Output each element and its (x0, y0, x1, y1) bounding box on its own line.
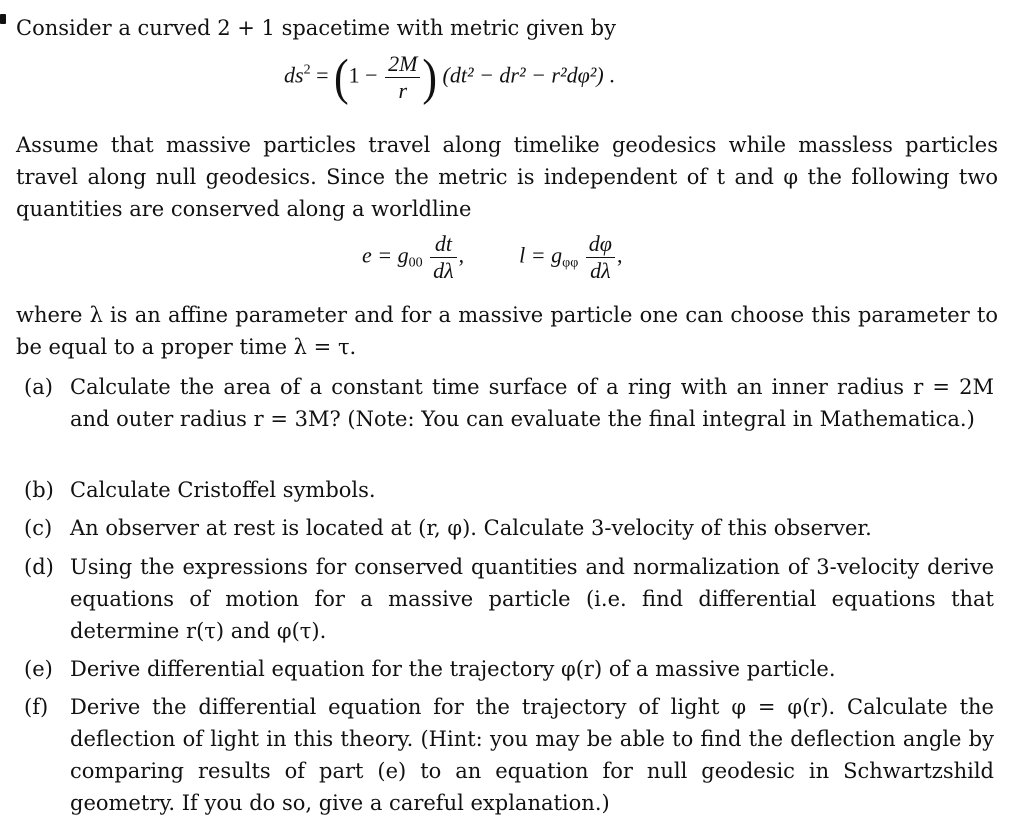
item-text: Derive differential equation for the trajectory φ(r) of a massive particle. (70, 657, 836, 681)
item-text: Calculate Cristoffel symbols. (70, 478, 376, 502)
item-text: An observer at rest is located at (r, φ). Calculate 3-velocity of this observer. (70, 516, 872, 540)
angular-numerator: dφ (586, 232, 615, 258)
item-text: Using the expressions for conserved quantities and normalization of 3-velocity derive equations of motion for a massive particle (i.e. find differential equations that determine r(τ) and φ(τ). (70, 555, 994, 643)
metric-period: . (609, 62, 615, 88)
item-label: (d) (24, 555, 54, 579)
metric-equals: = (316, 62, 329, 88)
question-item-f (24, 691, 994, 819)
item-text: Derive the differential equation for the trajectory of light φ = φ(r). Calculate the deflection of light in this theory. (Hint: you may be able to find the deflection angle by comparing results of part (e) to an equation for null geodesic in Schwartzshild geometry. If you do so, give a careful explanation.) (70, 695, 994, 815)
angular-metric-index: φφ (562, 255, 579, 271)
metric-minus: − (365, 62, 378, 88)
energy-comma: , (458, 242, 465, 268)
metric-lhs-exponent: 2 (303, 62, 311, 78)
fraction-denominator: r (398, 78, 407, 103)
angular-denominator: dλ (590, 258, 611, 283)
angular-momentum-lhs: l = g (519, 242, 563, 268)
list-bullet (0, 14, 6, 24)
assumption-paragraph: Assume that massive particles travel along timelike geodesics while massless particles travel along null geodesics. Since the metric is independent of t and φ the following two quantities are conserved along a worldline (16, 133, 998, 221)
question-item-a (24, 371, 994, 435)
metric-lhs: ds (284, 62, 304, 88)
fraction-numerator: 2M (385, 52, 420, 78)
item-text: Calculate the area of a constant time surface of a ring with an inner radius r = 2M and outer radius r = 3M? (Note: You can evaluate the final integral in Mathematica.) (70, 375, 994, 431)
mass-fraction (385, 52, 420, 103)
question-item-d (24, 551, 994, 647)
intro-text: Consider a curved 2 + 1 spacetime with metric given by (16, 16, 616, 40)
item-label: (e) (24, 657, 53, 681)
energy-fraction (430, 232, 457, 283)
item-label: (a) (24, 375, 53, 399)
energy-metric-index: 00 (408, 255, 423, 271)
item-label: (f) (24, 695, 49, 719)
right-paren: ) (422, 48, 438, 106)
question-item-e (24, 653, 994, 685)
metric-equation (284, 48, 615, 106)
left-paren: ( (333, 48, 349, 106)
energy-denominator: dλ (433, 258, 454, 283)
energy-numerator: dt (430, 232, 457, 258)
angular-comma: , (616, 242, 623, 268)
affine-parameter-paragraph: where λ is an affine parameter and for a massive particle one can choose this parameter to be equal to a proper time λ = τ. (16, 303, 998, 359)
question-item-b (24, 474, 994, 506)
item-label: (b) (24, 478, 54, 502)
energy-lhs: e = g (362, 242, 409, 268)
metric-one: 1 (348, 62, 360, 88)
question-item-c (24, 512, 994, 544)
angular-fraction (586, 232, 615, 283)
metric-differentials: (dt² − dr² − r²dφ²) (442, 62, 604, 88)
item-label: (c) (24, 516, 53, 540)
conserved-quantities-equation (362, 232, 622, 283)
